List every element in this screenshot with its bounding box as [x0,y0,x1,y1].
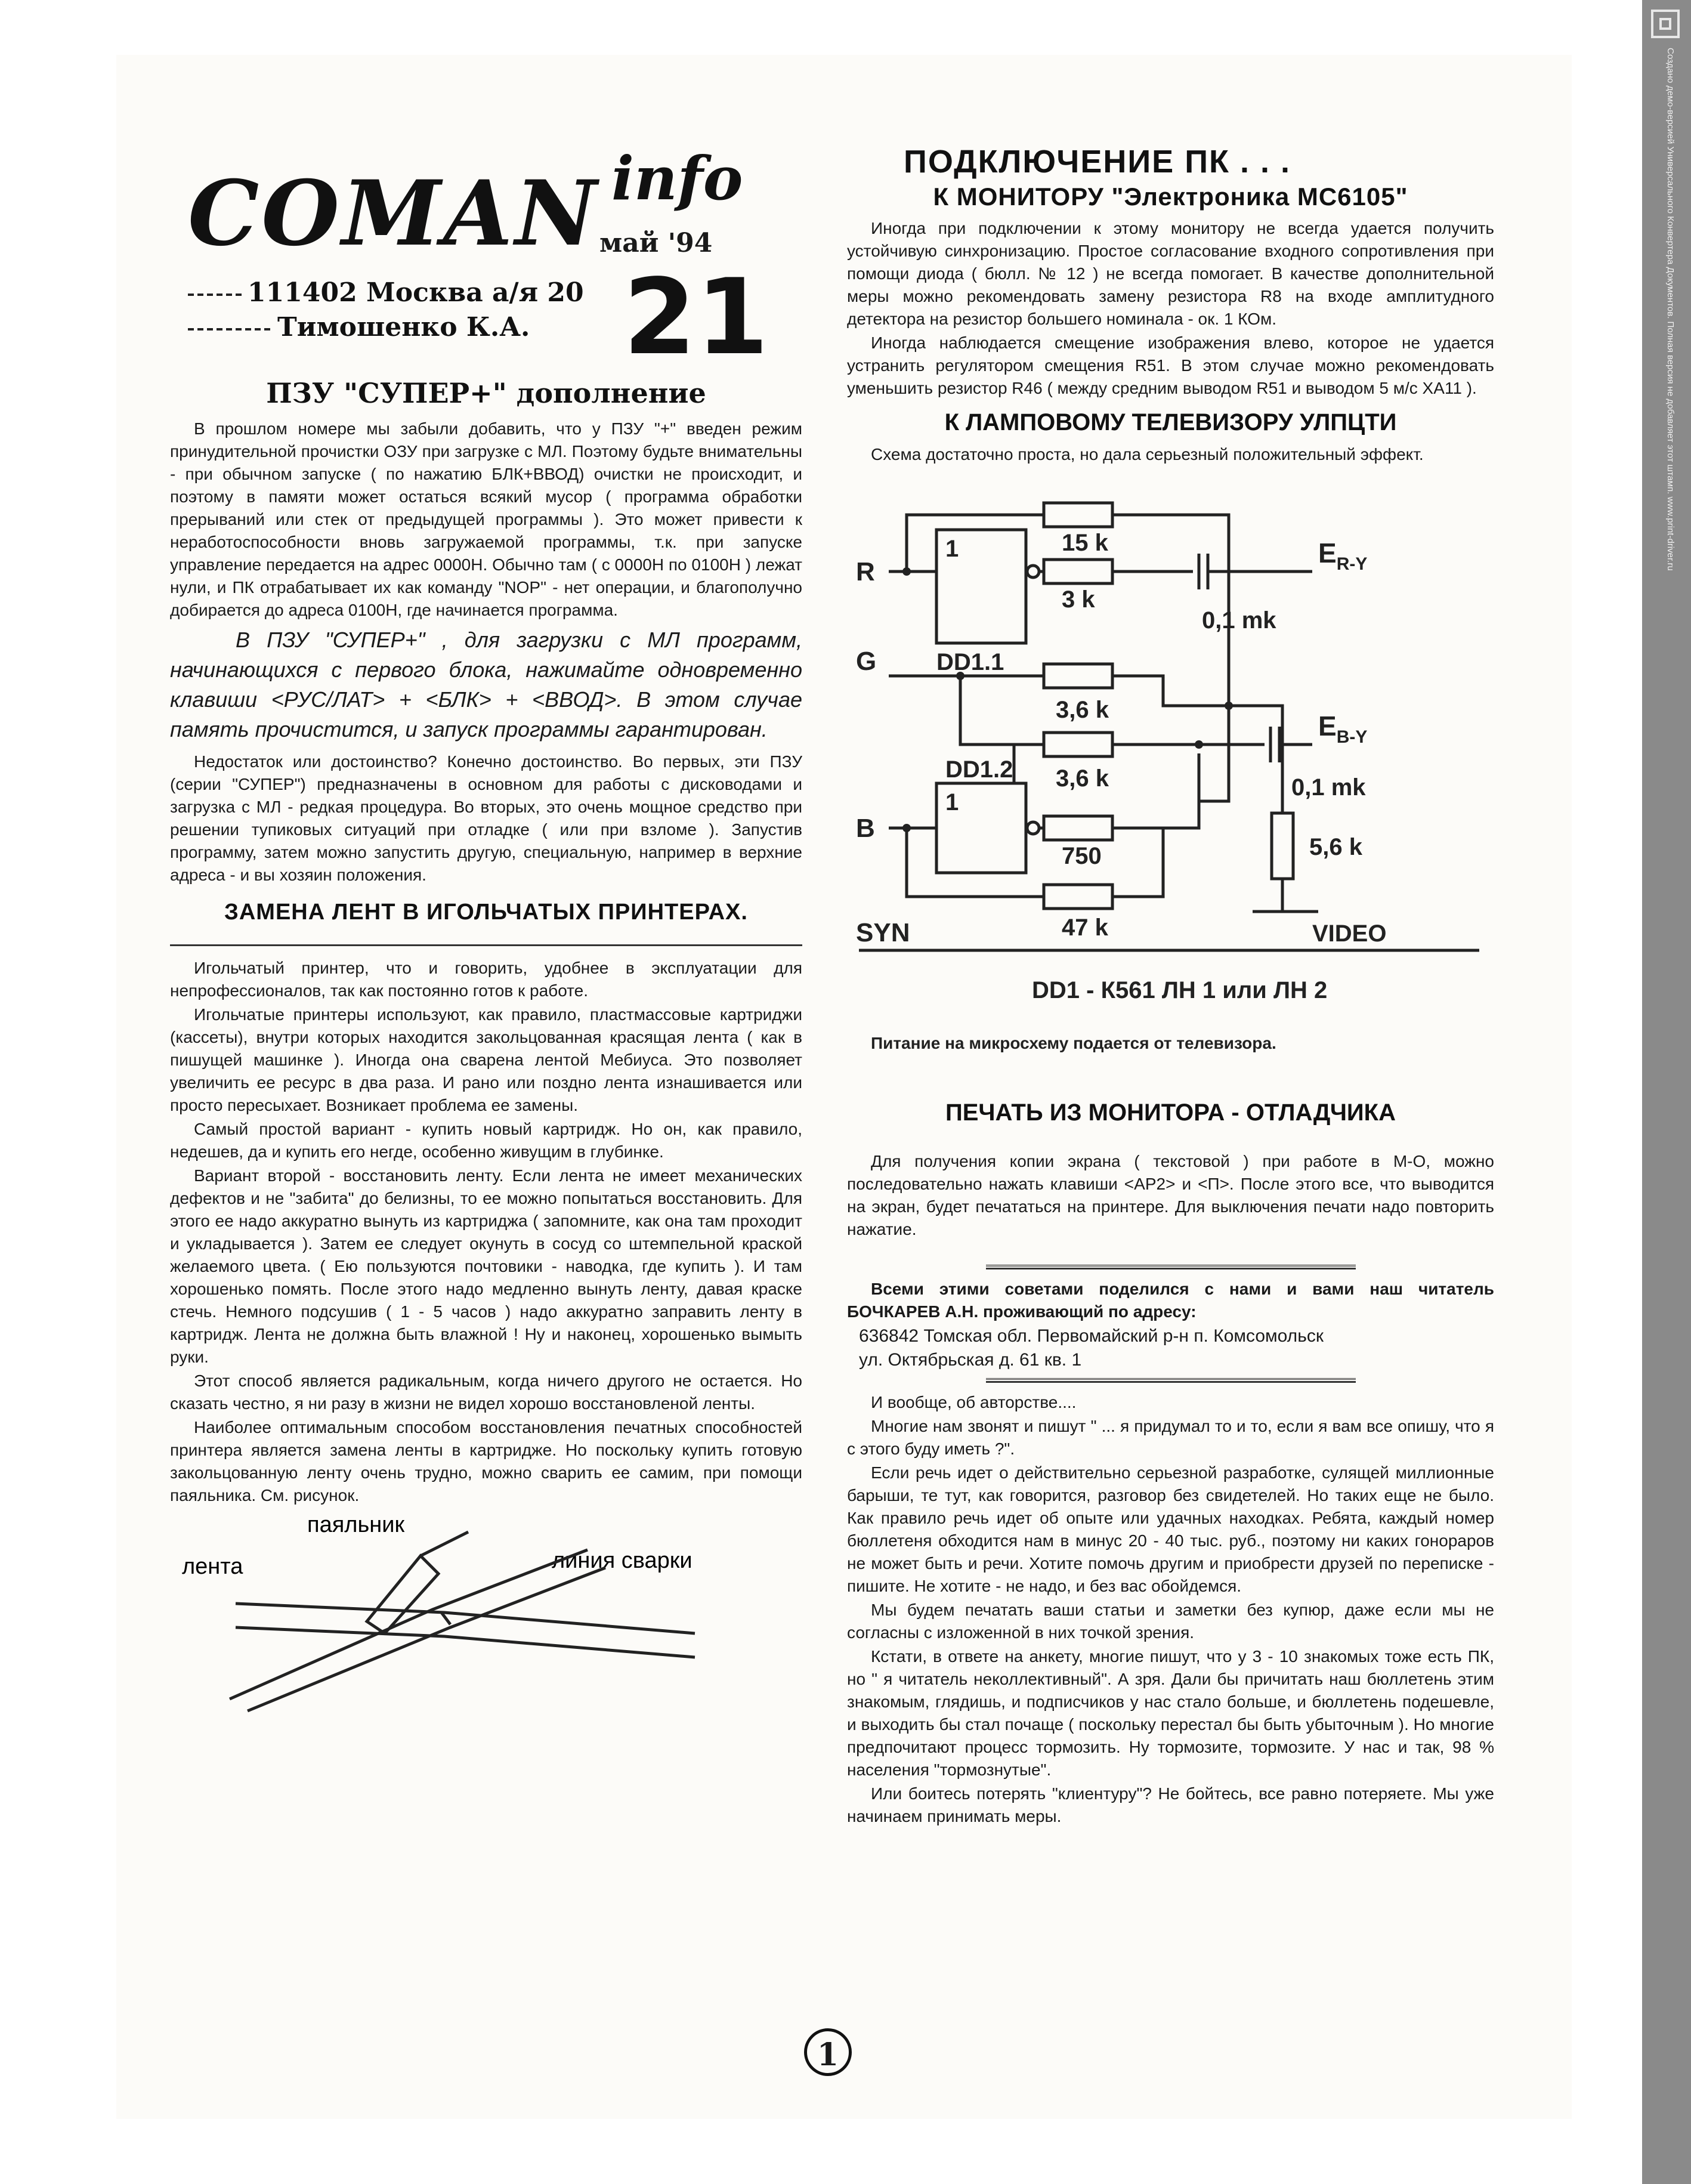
monitor-paragraph-1: Иногда при подключении к этому монитору не всегда удается получить устойчивую синхронизацию. Простое согласование входного сопротивления при помощи диода ( бюлл. № 12 ) не всегда помогает. В качестве дополнительной меры можно рекомендовать замену резистора R8 на входе амплитудного детектора на резистор большего номинала - ок. 1 КОм. [847,219,1494,328]
separator-bottom [986,1378,1356,1383]
label-5-6k: 5,6 k [1309,834,1362,860]
label-c2: 0,1 mk [1291,774,1366,801]
circuit-schematic [847,467,1494,1064]
ribbon-paragraph-6: Наиболее оптимальным способом восстановления печатных способностей принтера является замена ленты в картридже. Но поскольку купить готовую закольцованную ленту очень трудно, можно сварить ее самим, при помощи паяльника. См. рисунок. [170,1418,802,1505]
resistor-47k [1044,885,1112,909]
authorship-paragraph-4: Кстати, в ответе на анкету, многие пишут, что у 3 - 10 знакомых тоже есть ПК, но " я читатель неколлективный". А зря. Дали бы причитать наш бюллетень этим знакомым, глядишь, и подписчиков у нас стало больше, и бюллетень подешевле, и выходить бы стал почаще ( поскольку перестал бы быть убыточным ). Но многие предпочитают процесс тормозить. Ну тормозите, тормозите. У нас и так, 98 % населения "тормознутые". [847,1647,1494,1779]
gate-symbol-2: 1 [945,789,959,815]
dd1-part-note: DD1 - К561 ЛН 1 или ЛН 2 [1032,977,1328,1003]
output-label-e-ry: $E_{R-Y}$ [1318,537,1368,574]
converter-logo-icon [1651,10,1680,38]
ribbon-paragraph-1: Игольчатый принтер, что и говорить, удобнее в эксплуатации для непрофессионалов, так как постоянно готов к работе. [170,959,802,1000]
authorship-paragraph-2: Если речь идет о действительно серьезной разработке, сулящей миллионные барыши, те тут, как говорится, разговор без свидетелей. Но таких еще не было. Как правило речь идет об опыте или удачных находках. Ребята, каждый номер бюллетеня обходится нам в минус 20 - 40 тыс. руб., поэтому ни каких гонораров не может быть и речи. Хотите помочь другим и приобрести друзей по переписке - пишите. Не хотите - не надо, и без вас обойдемся. [847,1463,1494,1595]
output-label-video: VIDEO [1312,920,1387,947]
label-3k: 3 k [1062,586,1095,613]
label-3-6k-b: 3,6 k [1056,765,1109,792]
rom-italic-tip: В ПЗУ "СУПЕР+" , для загрузки с МЛ программ, начинающихся с первого блока, нажимайте одновременно клавиши <РУС/ЛАТ> + <БЛК> + <ВВОД>. В этом случае память прочистится, и запуск программы гарантирован. [170,628,802,742]
resistor-3-6k-a [1044,664,1112,688]
mailing-address [188,276,611,345]
resistor-750 [1044,816,1112,840]
label-15k: 15 k [1062,530,1108,556]
ribbon-paragraph-3: Самый простой вариант - купить новый картридж. Но он, как правило, недешев, да и купить его негде, особенно живущим в глубинке. [170,1120,802,1161]
power-note: Питание на микросхему подается от телевизора. [871,1034,1276,1052]
separator-top [986,1265,1356,1269]
rom-paragraph-1: В прошлом номере мы забыли добавить, что у ПЗУ "+" введен режим принудительной прочистки ОЗУ при загрузке с МЛ. Поэтому будьте внимательны - при обычном запуске ( по нажатию БЛК+ВВОД) очистки не происходит, и поэтому в памяти может остаться всякий мусор ( программа обработки прерываний или стек от предыдущей программы ). Это может привести к неработоспособности вновь загружаемой программы, т.к. при запуске управление передается на адрес 0000Н. Обычно там ( с 0000Н по 0100Н ) лежат нули, и ПК отрабатывает их как команду "NOP" - нет операции, и благополучно добирается до адреса 0100Н, где начинается программа. [170,419,802,619]
issue-date: май '94 [599,228,713,258]
input-label-g: G [856,647,877,676]
issue-number: 21 [623,257,769,378]
page-number: 1 [804,2028,852,2076]
figure-label-weld-line: линия сварки [552,1548,693,1573]
ribbon-paragraph-5: Этот способ является радикальным, когда ничего другого не остается. Но сказать честно, я ни разу в жизни не видел хорошо восстановленой ленты. [170,1371,802,1413]
monitor-subtitle: К МОНИТОРУ "Электроника МС6105" [933,183,1408,211]
gate-symbol-1: 1 [945,536,959,562]
print-paragraph: Для получения копии экрана ( текстовой ) при работе в М-О, можно последовательно нажать клавиши <АР2> и <П>. После этого все, что выводится на экран, будет печататься на принтере. Для выключения печати надо повторить нажатие. [847,1152,1494,1238]
authorship-paragraph-5: Или боитесь потерять "клиентуру"? Не бойтесь, все равно потеряете. Мы уже начинаем принимать меры. [847,1784,1494,1825]
ribbon-paragraph-2: Игольчатые принтеры используют, как правило, пластмассовые картриджи (кассеты), внутри которых находится закольцованная красящая лента ( как в пишущей машинке ). Иногда она сварена лентой Мебиуса. Это позволяет увеличить ее ресурс в два раза. И рано или поздно лента изнашивается или просто пересыхает. Возникает проблема ее замены. [170,1005,802,1114]
logo-info: info [611,143,743,214]
input-label-syn: SYN [856,918,910,947]
left-column [170,143,802,1726]
watermark-text: Создано демо-версией Универсального Конвертера Документов. Полная версия не добавляет этот штамп. www.print-driver.ru [1665,48,1675,571]
print-article-title: ПЕЧАТЬ ИЗ МОНИТОРА - ОТЛАДЧИКА [945,1099,1396,1126]
address-line: 111402 Москва а/я 20 [188,276,611,310]
label-750: 750 [1062,843,1102,869]
authorship-paragraph-3: Мы будем печатать ваши статьи и заметки без купюр, даже если мы не согласны с изложенной в них точкой зрения. [847,1601,1494,1642]
right-column [847,143,1494,1829]
monitor-paragraph-2: Иногда наблюдается смещение изображения влево, которое не удается устранить регулятором смещения R51. В этом случае можно рекомендовать уменьшить резистор R46 ( между средним выводом R51 и выводом 5 м/с ХА11 ). [847,333,1494,397]
ribbon-paragraph-4: Вариант второй - восстановить ленту. Если лента не имеет механических дефектов и не "забита" до белизны, то ее можно попытаться восстановить. Для этого ее надо аккуратно вынуть из картриджа ( запомните, как она там проходит и укладывается ). Затем ее следует окунуть в сосуд со штемпельной краской желаемого цвета. ( Ею пользуются почтовики - наводка, где купить ). И там хорошенько помять. После этого надо медленно вынуть ленту, давая краске стечь. Немного подсушив ( 1 - 5 часов ) надо аккуратно заправить ленту в картридж. Лента не должна быть влажной ! Ну и наконец, хорошенько вымыть руки. [170,1166,802,1366]
resistor-3-6k-b [1044,733,1112,756]
section-divider [170,944,802,946]
tv-subtitle: К ЛАМПОВОМУ ТЕЛЕВИЗОРУ УЛПЦТИ [944,409,1397,435]
editor-name: Тимошенко К.А. [188,310,611,345]
figure-label-soldering-iron: паяльник [307,1512,405,1537]
resistor-15k [1044,503,1112,527]
rom-paragraph-2: Недостаток или достоинство? Конечно достоинство. Во первых, эти ПЗУ (серии "СУПЕР") предназначены в основном для работы с дисководами и загрузка с МЛ - редкая процедура. Во вторых, это очень мощное средство при решении тупиковых ситуаций при отладке ( или при взломе ). Запустив программу, затем можно запустить другую, специальную, например в верхние адреса - и вы хозяин положения. [170,752,802,884]
tv-paragraph: Схема достаточно проста, но дала серьезный положительный эффект. [871,445,1424,464]
reader-address [847,1324,1494,1372]
label-dd1-2: DD1.2 [945,756,1013,783]
soldering-figure [170,1508,802,1723]
logo-coman: COMAN [188,161,599,266]
masthead [170,143,802,378]
output-label-e-by: $E_{B-Y}$ [1318,711,1368,747]
label-dd1-1: DD1.1 [936,649,1004,675]
label-47k: 47 k [1062,915,1108,941]
authorship-paragraph-1: Многие нам звонят и пишут " ... я придумал то и то, если я вам все опишу, что я с этого буду иметь ?". [847,1417,1494,1458]
credit-paragraph: Всеми этими советами поделился с нами и вами наш читатель БОЧКАРЕВ А.Н. проживающий по адресу: [847,1280,1494,1321]
connection-title: ПОДКЛЮЧЕНИЕ ПК . . . [904,144,1291,180]
label-c1: 0,1 mk [1202,607,1276,634]
rom-article-title: ПЗУ "СУПЕР+" дополнение [266,377,706,409]
reader-address-line-1: 636842 Томская обл. Первомайский р-н п. Комсомольск [859,1326,1324,1346]
input-label-r: R [856,557,875,586]
resistor-5-6k [1272,813,1293,879]
authorship-intro: И вообще, об авторстве.... [871,1393,1077,1411]
label-3-6k-a: 3,6 k [1056,697,1109,723]
input-label-b: B [856,814,875,843]
reader-address-line-2: ул. Октябрьская д. 61 кв. 1 [859,1350,1082,1370]
figure-label-tape: лента [182,1554,243,1579]
resistor-3k [1044,560,1112,583]
ribbon-article-title: ЗАМЕНА ЛЕНТ В ИГОЛЬЧАТЫХ ПРИНТЕРАХ. [224,900,748,925]
